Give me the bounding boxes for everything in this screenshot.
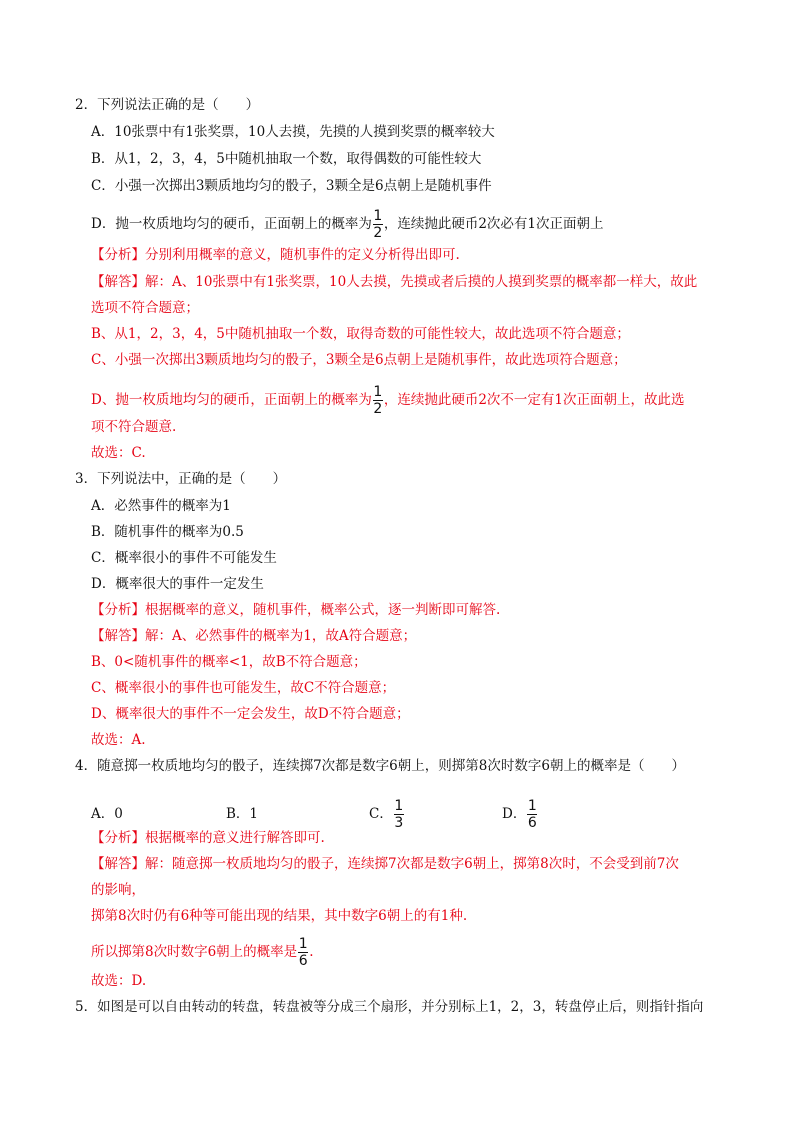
q2-option-c: C．小强一次掷出3颗质地均匀的骰子，3颗全是6点朝上是随机事件 xyxy=(91,178,492,194)
fraction xyxy=(394,799,404,830)
fraction-numerator: 1 xyxy=(373,384,383,400)
fraction-numerator: 1 xyxy=(394,798,404,814)
q2-option-d xyxy=(91,203,604,245)
q3-option-a: A．必然事件的概率为1 xyxy=(91,498,231,514)
fraction-numerator: 1 xyxy=(298,936,308,952)
q3-answer: 故选：A. xyxy=(91,732,146,748)
fraction-denominator: 2 xyxy=(373,401,383,417)
q2-solution-line2: 选项不符合题意； xyxy=(91,300,199,316)
fraction xyxy=(527,799,537,830)
q4-solution-line1: 【解答】解：随意掷一枚质地均匀的骰子，连续掷7次都是数字6朝上，掷第8次时，不会受到前7次 xyxy=(91,856,679,872)
q2-answer: 故选：C. xyxy=(91,445,146,461)
q3-stem: 3．下列说法中，正确的是（ ） xyxy=(75,471,287,487)
q5-stem: 5．如图是可以自由转动的转盘，转盘被等分成三个扇形，并分别标上1，2，3，转盘停止后，则指针指向 xyxy=(75,999,704,1015)
q4-answer: 故选：D. xyxy=(91,973,147,989)
q2-solution-line6: 项不符合题意. xyxy=(91,419,177,435)
fraction xyxy=(298,937,308,968)
q3-solution-line4: D、概率很大的事件不一定会发生，故D不符合题意； xyxy=(91,706,410,722)
q2-stem: 2．下列说法正确的是（ ） xyxy=(75,97,260,113)
q2-solution-line5-text: D、抛一枚质地均匀的硬币，正面朝上的概率为 xyxy=(91,392,372,408)
q3-option-c: C．概率很小的事件不可能发生 xyxy=(91,550,277,566)
q4-option-c xyxy=(369,794,405,834)
q4-option-a: A．0 xyxy=(91,806,123,822)
q3-solution-line2: B、0<随机事件的概率<1，故B不符合题意； xyxy=(91,654,367,670)
q2-option-a: A．10张票中有1张奖票，10人去摸，先摸的人摸到奖票的概率较大 xyxy=(91,124,495,140)
q4-solution-line3: 掷第8次时仍有6种等可能出现的结果，其中数字6朝上的有1种. xyxy=(91,908,468,924)
q4-solution-line4 xyxy=(91,931,313,973)
q4-solution-line4-text: 所以掷第8次时数字6朝上的概率是 xyxy=(91,944,298,960)
q2-option-b: B．从1，2，3，4，5中随机抽取一个数，取得偶数的可能性较大 xyxy=(91,151,482,167)
q4-stem: 4．随意掷一枚质地均匀的骰子，连续掷7次都是数字6朝上，则掷第8次时数字6朝上的概率是（ ） xyxy=(75,758,685,774)
q2-analysis: 【分析】分别利用概率的意义，随机事件的定义分析得出即可. xyxy=(91,247,460,263)
q4-option-d xyxy=(502,794,538,834)
q3-analysis: 【分析】根据概率的意义，随机事件，概率公式，逐一判断即可解答. xyxy=(91,602,501,618)
q4-solution-line2: 的影响， xyxy=(91,882,145,898)
q3-option-d: D．概率很大的事件一定发生 xyxy=(91,576,264,592)
q4-option-c-label: C． xyxy=(369,806,393,822)
q3-solution-line1: 【解答】解：A、必然事件的概率为1，故A符合题意； xyxy=(91,628,417,644)
q4-option-b: B．1 xyxy=(226,806,259,822)
fraction xyxy=(373,385,383,416)
q3-solution-line3: C、概率很小的事件也可能发生，故C不符合题意； xyxy=(91,680,396,696)
fraction xyxy=(373,209,383,240)
q2-option-d-text: D．抛一枚质地均匀的硬币，正面朝上的概率为 xyxy=(91,216,372,232)
fraction-denominator: 6 xyxy=(527,815,537,831)
fraction-numerator: 1 xyxy=(373,208,383,224)
q2-solution-line1: 【解答】解：A、10张票中有1张奖票，10人去摸，先摸或者后摸的人摸到奖票的概率都一样大，故此 xyxy=(91,274,698,290)
q4-option-d-label: D． xyxy=(502,806,527,822)
q2-solution-line5 xyxy=(91,378,685,422)
q4-solution-line4-tail: . xyxy=(309,944,314,960)
q3-option-b: B．随机事件的概率为0.5 xyxy=(91,524,244,540)
q2-solution-line5-tail: ，连续抛此硬币2次不一定有1次正面朝上，故此选 xyxy=(383,392,685,408)
q2-solution-line3: B、从1，2，3，4，5中随机抽取一个数，取得奇数的可能性较大，故此选项不符合题意； xyxy=(91,326,630,342)
q4-analysis: 【分析】根据概率的意义进行解答即可. xyxy=(91,830,325,846)
q2-solution-line4: C、小强一次掷出3颗质地均匀的骰子，3颗全是6点朝上是随机事件，故此选项符合题意； xyxy=(91,352,627,368)
fraction-denominator: 6 xyxy=(298,953,308,969)
fraction-denominator: 2 xyxy=(373,225,383,241)
fraction-numerator: 1 xyxy=(527,798,537,814)
fraction-denominator: 3 xyxy=(394,815,404,831)
q2-option-d-tail: ，连续抛此硬币2次必有1次正面朝上 xyxy=(383,216,604,232)
